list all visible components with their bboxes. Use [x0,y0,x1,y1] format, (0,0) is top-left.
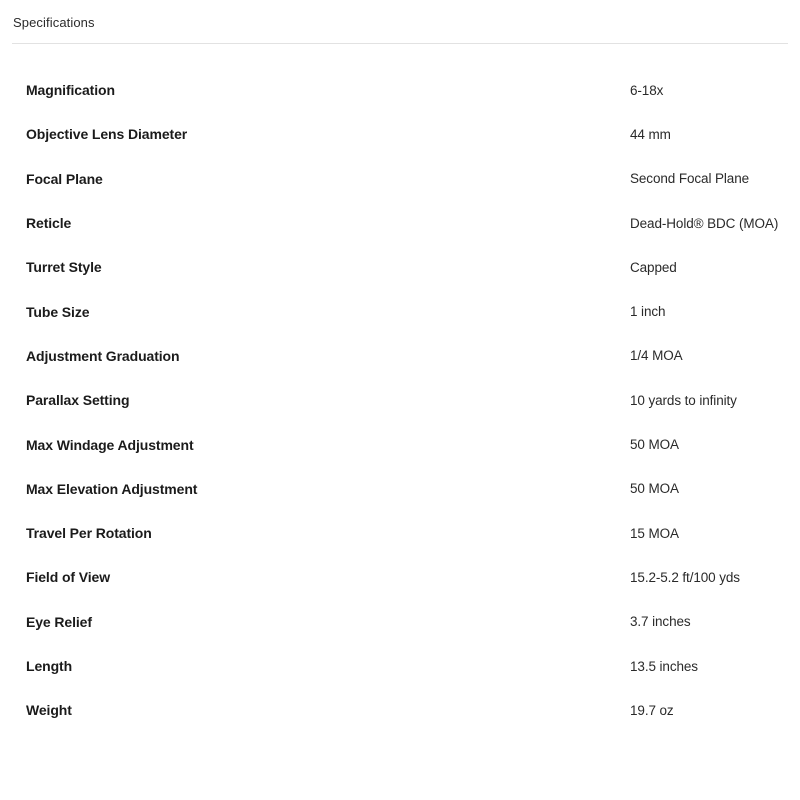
spec-label: Travel Per Rotation [26,525,152,542]
spec-label: Turret Style [26,259,102,276]
specifications-table-body [0,68,800,732]
spec-value: 10 yards to infinity [630,392,737,408]
spec-label: Eye Relief [26,613,92,630]
spec-label: Focal Plane [26,170,103,187]
spec-label: Weight [26,702,72,719]
table-row [0,688,800,732]
table-row [0,289,800,333]
spec-label: Max Windage Adjustment [26,436,194,453]
spec-value: 50 MOA [630,481,679,497]
spec-value: 44 mm [630,126,671,142]
spec-value: 6-18x [630,82,664,98]
table-row [0,334,800,378]
spec-value: 19.7 oz [630,702,674,718]
spec-value: 1 inch [630,304,666,320]
page-title: Specifications [13,15,95,30]
table-row [0,378,800,422]
spec-value: Second Focal Plane [630,171,750,187]
table-row [0,467,800,511]
table-row [0,511,800,555]
specifications-table [0,68,800,732]
title-divider [12,43,788,44]
spec-value: Capped [630,259,677,275]
table-row [0,555,800,599]
table-row [0,422,800,466]
spec-value: 50 MOA [630,437,679,453]
spec-label: Reticle [26,215,72,232]
spec-label: Field of View [26,569,111,586]
spec-label: Adjustment Graduation [26,347,180,364]
table-row [0,600,800,644]
spec-label: Tube Size [26,303,90,320]
spec-value: 1/4 MOA [630,348,683,364]
spec-value: 15.2-5.2 ft/100 yds [630,569,740,585]
spec-value: 3.7 inches [630,614,691,630]
table-row [0,201,800,245]
spec-value: Dead-Hold® BDC (MOA) [630,215,779,231]
spec-value: 13.5 inches [630,658,698,674]
table-row [0,112,800,156]
spec-label: Objective Lens Diameter [26,126,188,143]
table-row [0,644,800,688]
table-row [0,245,800,289]
spec-label: Max Elevation Adjustment [26,480,198,497]
table-row [0,68,800,112]
table-row [0,157,800,201]
spec-label: Length [26,658,73,674]
spec-label: Magnification [26,82,115,99]
spec-value: 15 MOA [630,525,679,541]
spec-label: Parallax Setting [26,392,130,409]
